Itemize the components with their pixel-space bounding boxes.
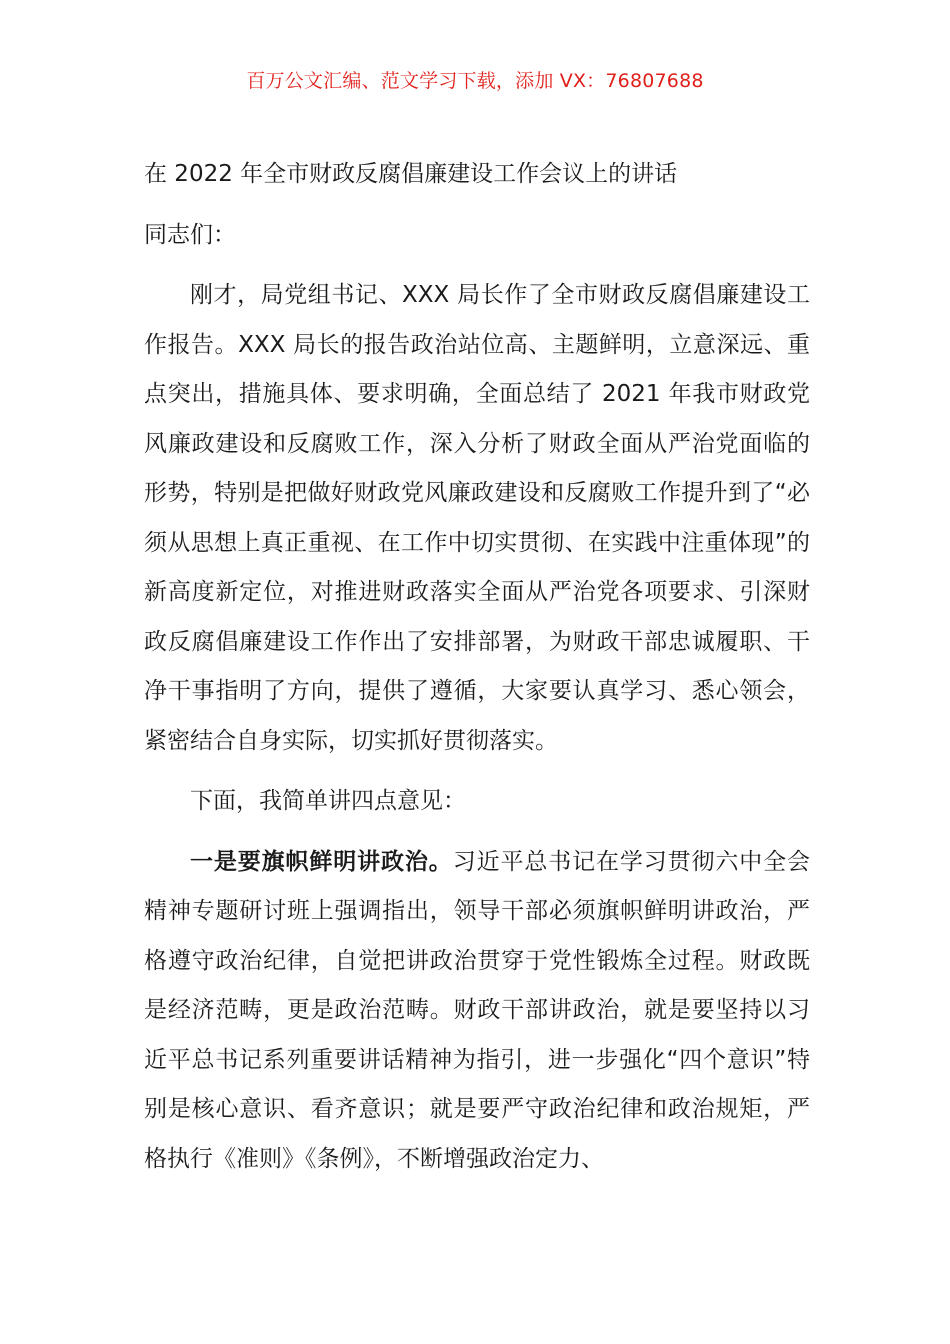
header-note: 百万公文汇编、范文学习下载，添加 VX：76807688 bbox=[246, 70, 704, 92]
paragraph-3 bbox=[144, 838, 810, 1185]
paragraph-2 bbox=[144, 777, 810, 827]
document-body bbox=[144, 150, 810, 1195]
paragraph-1 bbox=[144, 271, 810, 766]
greeting: 同志们： bbox=[144, 221, 236, 248]
paragraph-lead: 一是要旗帜鲜明讲政治。 bbox=[190, 848, 453, 875]
paragraph-text: 刚才，局党组书记、XXX 局长作了全市财政反腐倡廉建设工作报告。XXX 局长的报告政治站位高、主题鲜明，立意深远、重点突出，措施具体、要求明确，全面总结了 2021 年我市财政党风廉政建设和反腐败工作，深入分析了财政全面从严治党面临的形势，特别是把做好财政党风廉政建设和反腐败工作提升到了“必须从思想上真正重视、在工作中切实贯彻、在实践中注重体现”的新高度新定位，对推进财政落实全面从严治党各项要求、引深财政反腐倡廉建设工作作出了安排部署，为财政干部忠诚履职、干净干事指明了方向，提供了遵循，大家要认真学习、悉心领会，紧密结合自身实际，切实抓好贯彻落实。 bbox=[144, 282, 810, 754]
paragraph-text: 下面，我简单讲四点意见： bbox=[190, 788, 466, 814]
document-title: 在 2022 年全市财政反腐倡廉建设工作会议上的讲话 bbox=[144, 161, 678, 187]
paragraph-text: 习近平总书记在学习贯彻六中全会精神专题研讨班上强调指出，领导干部必须旗帜鲜明讲政治，严格遵守政治纪律，自觉把讲政治贯穿于党性锻炼全过程。财政既是经济范畴，更是政治范畴。财政干部讲政治，就是要坚持以习近平总书记系列重要讲话精神为指引，进一步强化“四个意识”特别是核心意识、看齐意识；就是要严守政治纪律和政治规矩，严格执行《准则》《条例》，不断增强政治定力、 bbox=[144, 848, 811, 1172]
